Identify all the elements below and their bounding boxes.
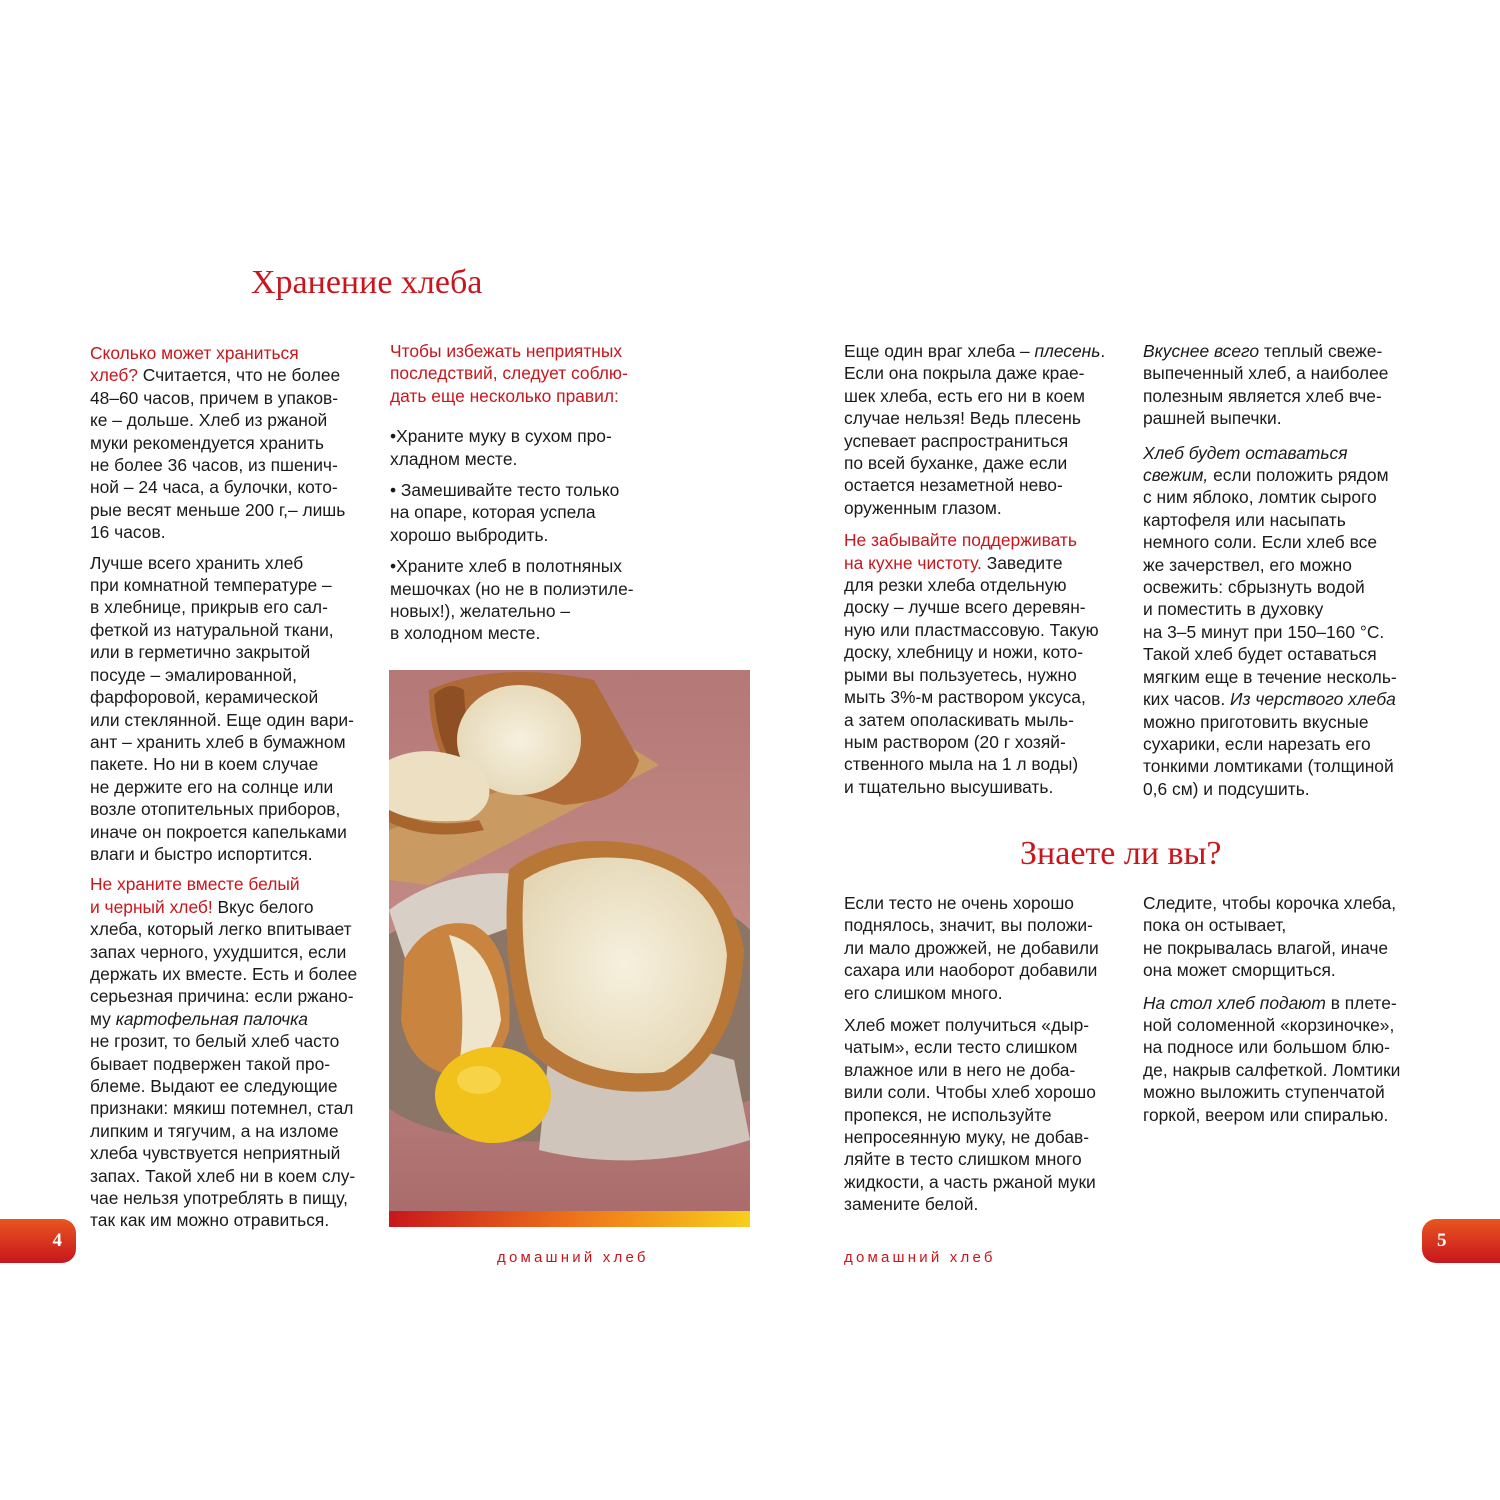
italic-term: На стол хлеб подают	[1143, 992, 1326, 1013]
text-column-6	[1143, 892, 1428, 1134]
text-column-4	[1143, 340, 1428, 808]
italic-term: Хлеб будет оставаться свежим,	[1143, 442, 1348, 486]
paragraph	[844, 529, 1129, 798]
paragraph	[90, 873, 365, 1232]
bullet-item: •Храните хлеб в полотняных мешочках (но не в полиэтиле- новых!), желательно – в холодном месте.	[390, 556, 634, 644]
text-column-2	[390, 340, 670, 653]
lead-tip: Не забывайте поддерживать на кухне чистоту.	[844, 530, 1077, 573]
paragraph-text: Заведите для резки хлеба отдельную доску – лучше всего деревян- ную или пластмассовую. Такую доску, хлебницу и ножи, кото- рыми вы пользуетесь, нужно мыть 3%-м раствором уксуса, а затем ополаскивать мыль- ным раствором (20 г хозяй- ственного мыла на 1 л воды) и тщательно высушивать.	[844, 552, 1099, 797]
paragraph	[1143, 340, 1428, 430]
bread-photo	[389, 670, 750, 1227]
paragraph-text: Еще один враг хлеба –	[844, 341, 1035, 361]
running-footer: домашний хлеб	[844, 1249, 996, 1266]
text-column-5	[844, 892, 1129, 1224]
page-title: Хранение хлеба	[251, 264, 483, 301]
page-number: 4	[52, 1230, 62, 1251]
bullet-item: • Замешивайте тесто только на опаре, которая успела хорошо выбродить.	[390, 480, 620, 545]
paragraph-text: не грозит, то белый хлеб часто бывает подвержен такой про- блеме. Выдают ее следующие признаки: мякиш потемнел, стал липким и тягучим, а на изломе хлеба чувствуется неприятный запах. Такой хлеб ни в коем слу- чае нельзя употреблять в пищу, так как им можно отравиться.	[90, 1031, 356, 1231]
paragraph: Хлеб может получиться «дыр- чатым», если тесто слишком влажное или в него не доба- вили соли. Чтобы хлеб хорошо пропекся, не используйте непросеянную муку, не добав- ляйте в тесто слишком много жидкости, а часть ржаной муки замените белой.	[844, 1015, 1096, 1215]
paragraph: Лучше всего хранить хлеб при комнатной температуре – в хлебнице, прикрыв его сал- феткой из натуральной ткани, или в герметично закрытой посуде – эмалированной, фарфоровой, керамической или стеклянной. Еще один вари- ант – хранить хлеб в бумажном пакете. Но ни в коем случае не держите его на солнце или возле отопительных приборов, иначе он покроется капельками влаги и быстро испортится.	[90, 552, 354, 864]
italic-term: Вкуснее всего	[1143, 341, 1260, 361]
bullet-item: •Храните муку в сухом про- хладном месте.	[390, 426, 612, 469]
paragraph	[1143, 442, 1428, 801]
text-column-1	[90, 342, 365, 1240]
paragraph	[1143, 992, 1428, 1126]
rules-intro: Чтобы избежать неприятных последствий, следует соблю- дать еще несколько правил:	[390, 341, 628, 406]
paragraph-text: если положить рядом с ним яблоко, ломтик сырого картофеля или насыпать немного соли. Если хлеб все же зачерствел, его можно освежить: сбрызнуть водой и поместить в духовку на 3–5 минут при 150–160 °C. Такой хлеб будет оставаться мягким еще в течение несколь- ких часов.	[1143, 465, 1397, 710]
page-number-tab	[0, 1219, 76, 1263]
italic-term: Из черствого хлеба	[1230, 689, 1396, 710]
lead-question: Сколько может храниться хлеб?	[90, 343, 299, 386]
paragraph	[844, 340, 1129, 519]
paragraph	[90, 342, 365, 544]
page-number: 5	[1437, 1230, 1447, 1251]
italic-term: картофельная палочка	[115, 1008, 308, 1029]
paragraph-text: . Если она покрыла даже крае- шек хлеба, есть его ни в коем случае нельзя! Ведь плесень успевает распространиться по всей буханке, даже если остается незаметной нево- оруженным глазом.	[844, 341, 1106, 518]
paragraph-text: Вкус белого хлеба, который легко впитывает запах черного, ухудшится, если держать их вместе. Есть и более серьезная причина: если ржано- му	[90, 896, 358, 1029]
paragraph-text: в плете- ной соломенной «корзиночке», на подносе или большом блю- де, накрыв салфеткой. Ломтики можно выложить ступенчатой горкой, веером или спиралью.	[1143, 992, 1401, 1125]
text-column-3	[844, 340, 1129, 806]
paragraph-text: можно приготовить вкусные сухарики, если нарезать его тонкими ломтиками (толщиной 0,6 см) и подсушить.	[1143, 711, 1394, 799]
paragraph: Следите, чтобы корочка хлеба, пока он остывает, не покрывалась влагой, иначе она может сморщиться.	[1143, 893, 1397, 981]
page-number-tab	[1422, 1219, 1500, 1263]
italic-term: плесень	[1034, 341, 1101, 361]
paragraph-text: теплый свеже- выпеченный хлеб, а наиболее полезным является хлеб вче- рашней выпечки.	[1143, 341, 1389, 429]
paragraph: Если тесто не очень хорошо поднялось, значит, вы положи- ли мало дрожжей, не добавили сахара или наоборот добавили его слишком много.	[844, 893, 1099, 1003]
lead-warning: Не храните вместе белый и черный хлеб!	[90, 874, 300, 917]
paragraph-text: Считается, что не более 48–60 часов, причем в упаков- ке – дольше. Хлеб из ржаной муки рекомендуется хранить не более 36 часов, из пшенич- ной – 24 часа, а булочки, кото- рые весят меньше 200 г,– лишь 16 часов.	[90, 365, 346, 543]
running-footer: домашний хлеб	[497, 1249, 649, 1266]
section-title: Знаете ли вы?	[1020, 835, 1222, 872]
